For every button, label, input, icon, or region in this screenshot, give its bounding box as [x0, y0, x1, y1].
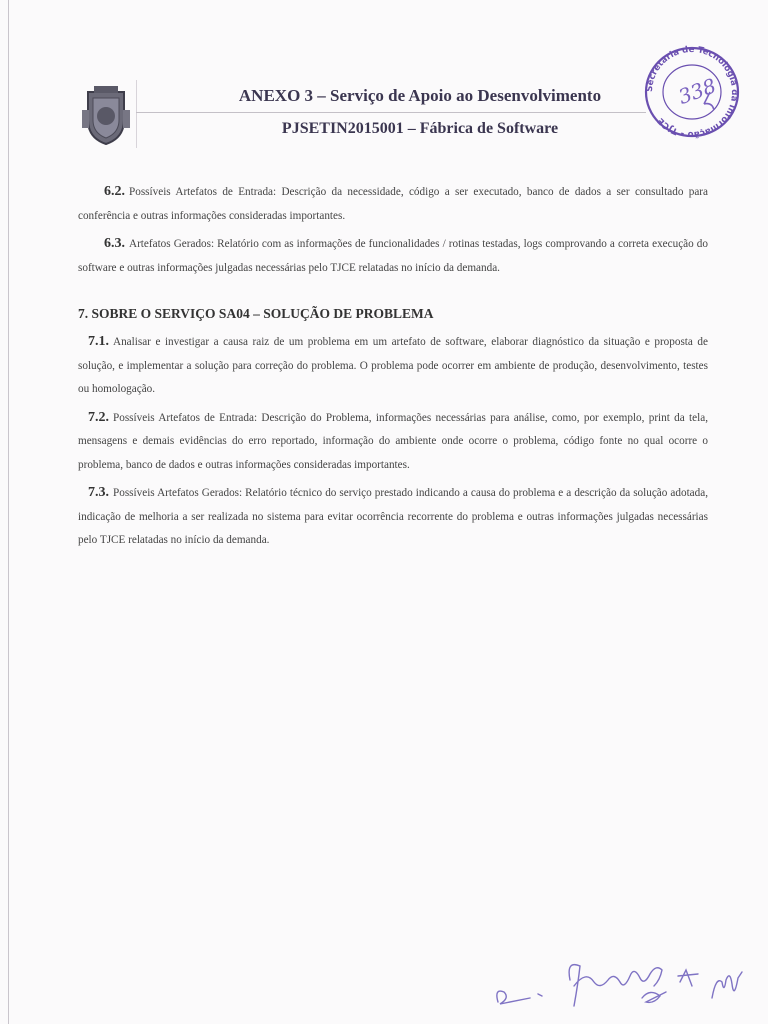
- clause-7-2: 7.2. Possíveis Artefatos de Entrada: Descrição do Problema, informações necessárias para análise, como, por exemplo, print da tela, mensagens e demais evidências do erro reportado, informação do ambiente onde ocorre o problema, código fonte no qual ocorre o problema, banco de dados e outras informações consideradas importantes.: [78, 409, 708, 471]
- clause-7-1: 7.1. Analisar e investigar a causa raiz de um problema em um artefato de software, elaborar diagnóstico da situação e proposta de solução, e implementar a solução para correção do problema. O problema pode ocorrer em ambiente de produção, desenvolvimento, testes ou homologação.: [78, 334, 708, 395]
- page-subtitle: PJSETIN2015001 – Fábrica de Software: [281, 120, 559, 137]
- clause-6-3: 6.3. Artefatos Gerados: Relatório com as informações de funcionalidades / rotinas testadas, logs comprovando a correta execução do software e outras informações julgadas necessárias pelo TJCE relatadas no início da demanda.: [78, 236, 708, 274]
- section-7-heading: 7. SOBRE O SERVIÇO SA04 – SOLUÇÃO DE PROBLEMA: [78, 306, 434, 321]
- official-stamp: [638, 44, 746, 140]
- header-horizontal-divider: [136, 112, 646, 113]
- signatures: [490, 940, 750, 1020]
- stamp-handwritten-number: 338: [675, 73, 720, 110]
- page-left-edge: [8, 0, 9, 1024]
- page-title: ANEXO 3 – Serviço de Apoio ao Desenvolvimento: [238, 86, 602, 105]
- coat-of-arms-logo: [80, 84, 132, 146]
- stamp-text: Secretaria de Tecnologia da Informação - TJCE: [644, 44, 740, 140]
- header-vertical-divider: [136, 80, 137, 148]
- clause-7-3: 7.3. Possíveis Artefatos Gerados: Relatório técnico do serviço prestado indicando a causa do problema e a descrição da solução adotada, indicação de melhoria a ser realizada no sistema para evitar ocorrência recorrente do problema e outras informações julgadas necessárias pelo TJCE relatadas no início da demanda.: [78, 485, 708, 546]
- clause-6-2: 6.2. Possíveis Artefatos de Entrada: Descrição da necessidade, código a ser executado, banco de dados a ser consultado para conferência e outras informações consideradas importantes.: [78, 184, 708, 222]
- document-body: [78, 180, 708, 557]
